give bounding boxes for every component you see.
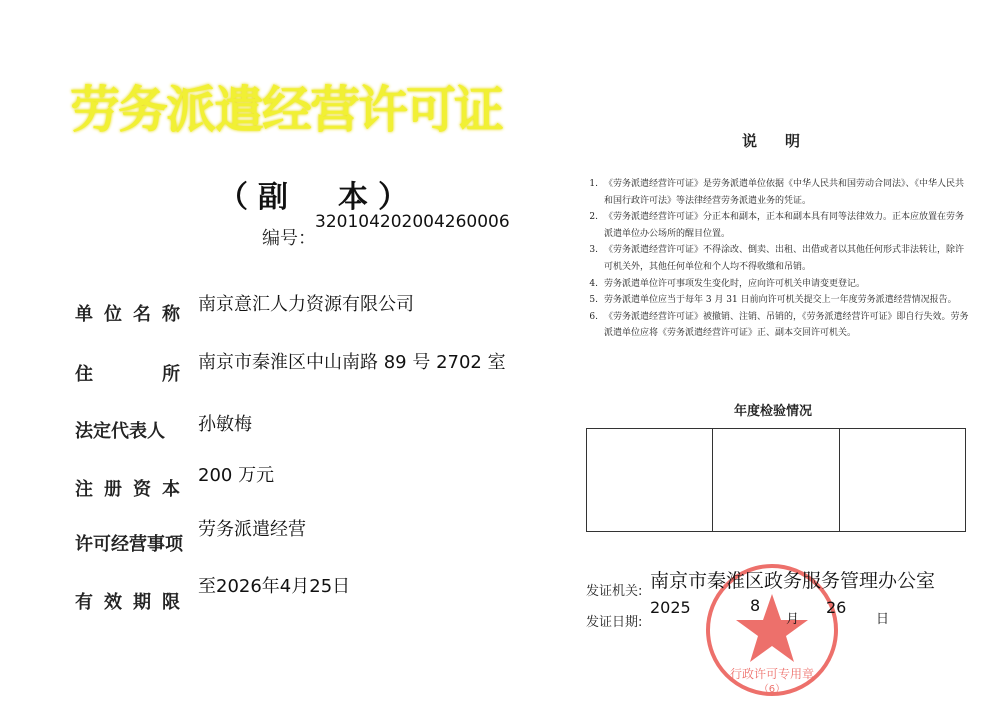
issuer-value: 南京市秦淮区政务服务管理办公室	[650, 570, 936, 592]
note-item	[580, 276, 972, 293]
note-number: 2.	[589, 212, 598, 223]
svg-text:（6）: （6）	[758, 684, 786, 695]
svg-text:行政许可专用章: 行政许可专用章	[729, 667, 815, 681]
note-text: 《劳务派遣经营许可证》被撤销、注销、吊销的，《劳务派遣经营许可证》即自行失效。劳务派遣单位应将《劳务派遣经营许可证》正、副本交回许可机关。	[604, 311, 969, 339]
notes-list	[580, 176, 972, 342]
field-value-unit-name: 南京意汇人力资源有限公司	[198, 294, 414, 315]
inspection-cell	[587, 429, 713, 531]
copy-label: （副 本）	[218, 180, 418, 215]
note-text: 《劳务派遣经营许可证》不得涂改、倒卖、出租、出借或者以其他任何形式非法转让，除许可机关外，其他任何单位和个人均不得收缴和吊销。	[604, 245, 965, 272]
issue-date-day: 26	[826, 598, 847, 617]
field-label-legal-rep: 法定代表人	[75, 421, 165, 442]
field-value-legal-rep: 孙敏梅	[198, 414, 252, 435]
note-number: 1.	[589, 179, 598, 189]
field-value-validity: 至2026年4月25日	[198, 576, 351, 597]
note-item	[580, 242, 972, 275]
number-value: 320104202004260006	[315, 212, 510, 232]
issue-date-label: 发证日期:	[586, 615, 643, 630]
field-label-validity: 有 效 期 限	[75, 592, 180, 613]
field-value-address: 南京市秦淮区中山南路 89 号 2702 室	[198, 352, 506, 373]
field-value-registered-capital: 200 万元	[198, 465, 275, 486]
field-label-address: 住 所	[75, 364, 180, 385]
issue-date-month: 8	[750, 596, 761, 615]
number-label: 编号：	[262, 228, 316, 249]
note-item	[580, 209, 972, 242]
inspection-cell	[713, 429, 839, 531]
inspection-title: 年度检验情况	[734, 404, 813, 419]
field-label-registered-capital: 注 册 资 本	[75, 479, 180, 500]
field-value-licensed-business: 劳务派遣经营	[198, 519, 306, 540]
note-number: 3.	[589, 245, 598, 256]
explanation-title: 说明	[742, 132, 829, 150]
note-item	[580, 309, 972, 342]
issue-date-month-unit: 月	[786, 612, 800, 627]
inspection-cell	[840, 429, 965, 531]
note-text: 劳务派遣单位许可事项发生变化时，应向许可机关申请变更登记。	[604, 278, 866, 289]
issuer-label: 发证机关:	[586, 584, 643, 599]
note-text: 《劳务派遣经营许可证》是劳务派遣单位依据《中华人民共和国劳动合同法》、《中华人民共和国行政许可法》等法律经营劳务派遣业务的凭证。	[604, 179, 965, 206]
note-number: 6.	[589, 311, 598, 322]
field-label-licensed-business: 许可经营事项	[75, 534, 183, 555]
note-number: 5.	[589, 295, 598, 306]
certificate-title: 劳务派遣经营许可证	[70, 81, 502, 139]
field-label-unit-name: 单 位 名 称	[75, 304, 180, 325]
note-item	[580, 176, 972, 209]
note-text: 《劳务派遣经营许可证》分正本和副本，正本和副本具有同等法律效力。正本应放置在劳务派遣单位办公场所的醒目位置。	[604, 212, 965, 239]
note-number: 4.	[589, 278, 598, 289]
issue-date-year: 2025	[650, 598, 691, 617]
inspection-table	[586, 428, 966, 532]
note-text: 劳务派遣单位应当于每年 3 月 31 日前向许可机关提交上一年度劳务派遣经营情况报告。	[604, 295, 957, 306]
issue-date-day-unit: 日	[876, 612, 890, 627]
note-item	[580, 292, 972, 309]
